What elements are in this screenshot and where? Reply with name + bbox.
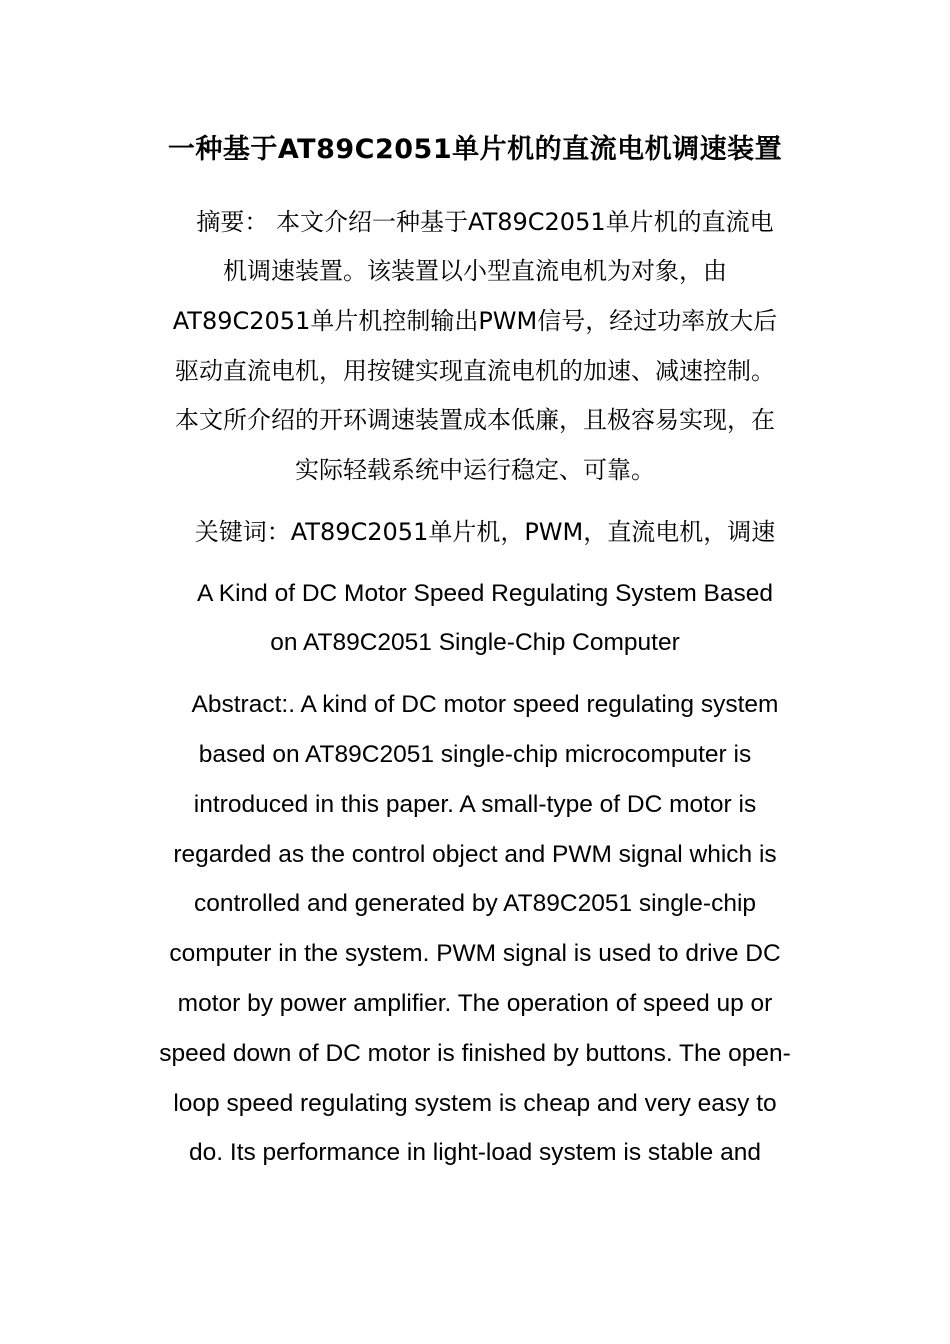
abstract-en-line-8: speed down of DC motor is finished by buttons. The open- bbox=[159, 1040, 791, 1067]
abstract-cn-line-1: 摘要： 本文介绍一种基于AT89C2051单片机的直流电 bbox=[196, 208, 774, 236]
abstract-en-line-6: computer in the system. PWM signal is used to drive DC bbox=[169, 940, 781, 967]
abstract-cn-line-4: 驱动直流电机，用按键实现直流电机的加速、减速控制。 bbox=[175, 357, 775, 385]
keywords-cn: 关键词：AT89C2051单片机，PWM，直流电机，调速 bbox=[194, 518, 776, 546]
document-title: 一种基于AT89C2051单片机的直流电机调速装置 bbox=[167, 134, 783, 165]
abstract-cn-line-2: 机调速装置。该装置以小型直流电机为对象，由 bbox=[223, 257, 727, 285]
abstract-cn-line-5: 本文所介绍的开环调速装置成本低廉，且极容易实现，在 bbox=[175, 406, 775, 434]
abstract-en-line-7: motor by power amplifier. The operation of speed up or bbox=[177, 990, 773, 1017]
abstract-en-line-2: based on AT89C2051 single-chip microcomputer is bbox=[198, 741, 752, 768]
abstract-cn-line-3: AT89C2051单片机控制输出PWM信号，经过功率放大后 bbox=[172, 307, 778, 335]
abstract-en-line-5: controlled and generated by AT89C2051 single-chip bbox=[193, 890, 757, 917]
english-title-line-2: on AT89C2051 Single-Chip Computer bbox=[270, 629, 680, 656]
abstract-en-line-3: introduced in this paper. A small-type of DC motor is bbox=[193, 791, 757, 818]
abstract-cn-line-6: 实际轻载系统中运行稳定、可靠。 bbox=[295, 456, 655, 484]
abstract-en-line-10: do. Its performance in light-load system is stable and bbox=[189, 1139, 761, 1166]
abstract-en-line-4: regarded as the control object and PWM signal which is bbox=[173, 841, 777, 868]
abstract-en-line-1: Abstract:. A kind of DC motor speed regulating system bbox=[191, 691, 779, 718]
english-title-line-1: A Kind of DC Motor Speed Regulating System Based bbox=[196, 580, 774, 607]
abstract-en-line-9: loop speed regulating system is cheap and very easy to bbox=[173, 1090, 777, 1117]
